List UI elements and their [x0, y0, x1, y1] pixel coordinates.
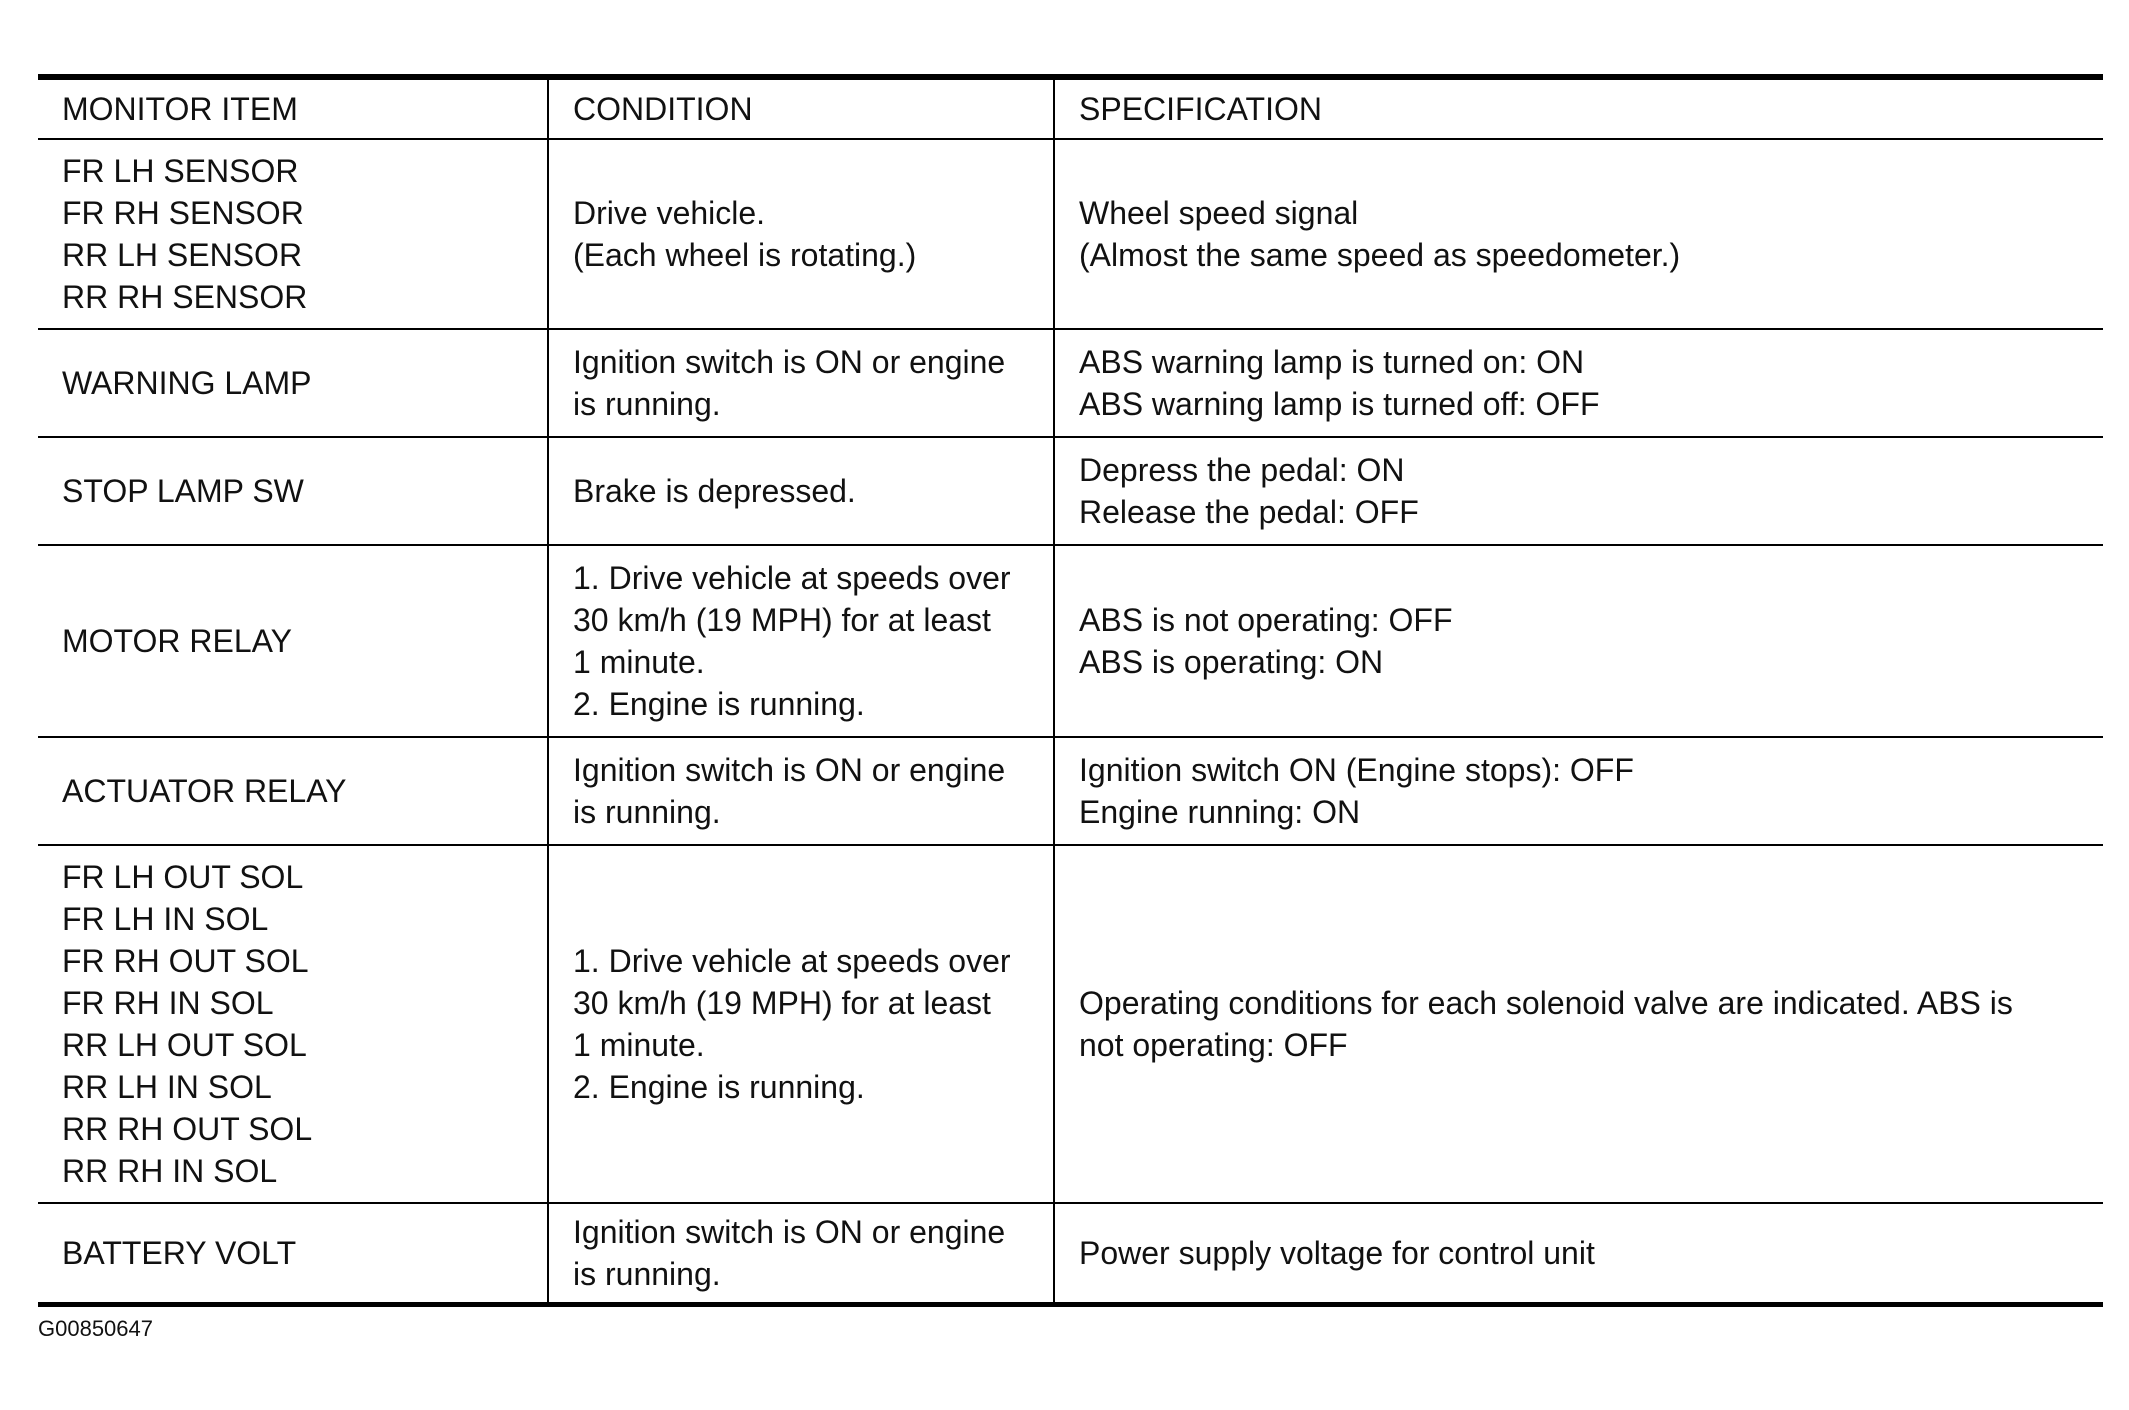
specification-cell: Wheel speed signal (Almost the same speed as speedometer.) — [1054, 139, 2103, 329]
header-monitor-item: MONITOR ITEM — [38, 77, 548, 139]
table-row — [38, 1203, 2103, 1305]
specification-cell: Operating conditions for each solenoid valve are indicated. ABS is not operating: OFF — [1054, 845, 2103, 1203]
monitor-item-cell: ACTUATOR RELAY — [38, 737, 548, 845]
monitor-table-wrapper — [38, 74, 2103, 1307]
header-condition: CONDITION — [548, 77, 1054, 139]
monitor-item-cell: MOTOR RELAY — [38, 545, 548, 737]
table-row — [38, 139, 2103, 329]
table-row — [38, 437, 2103, 545]
specification-cell: Power supply voltage for control unit — [1054, 1203, 2103, 1305]
condition-cell: Ignition switch is ON or engine is running. — [548, 1203, 1054, 1305]
monitor-item-cell: FR LH OUT SOL FR LH IN SOL FR RH OUT SOL FR RH IN SOL RR LH OUT SOL RR LH IN SOL RR RH OUT SOL RR RH IN SOL — [38, 845, 548, 1203]
condition-cell: Ignition switch is ON or engine is running. — [548, 329, 1054, 437]
condition-cell: Drive vehicle. (Each wheel is rotating.) — [548, 139, 1054, 329]
header-specification: SPECIFICATION — [1054, 77, 2103, 139]
condition-cell: 1. Drive vehicle at speeds over 30 km/h (19 MPH) for at least 1 minute. 2. Engine is running. — [548, 545, 1054, 737]
table-row — [38, 737, 2103, 845]
specification-cell: Ignition switch ON (Engine stops): OFF Engine running: ON — [1054, 737, 2103, 845]
table-row — [38, 329, 2103, 437]
specification-cell: Depress the pedal: ON Release the pedal: OFF — [1054, 437, 2103, 545]
table-header-row — [38, 77, 2103, 139]
condition-cell: Ignition switch is ON or engine is running. — [548, 737, 1054, 845]
specification-cell: ABS warning lamp is turned on: ON ABS warning lamp is turned off: OFF — [1054, 329, 2103, 437]
specification-cell: ABS is not operating: OFF ABS is operating: ON — [1054, 545, 2103, 737]
condition-cell: 1. Drive vehicle at speeds over 30 km/h (19 MPH) for at least 1 minute. 2. Engine is running. — [548, 845, 1054, 1203]
table-row — [38, 845, 2103, 1203]
monitor-item-cell: FR LH SENSOR FR RH SENSOR RR LH SENSOR RR RH SENSOR — [38, 139, 548, 329]
table-row — [38, 545, 2103, 737]
monitor-item-cell: STOP LAMP SW — [38, 437, 548, 545]
monitor-item-cell: BATTERY VOLT — [62, 1235, 297, 1271]
condition-cell: Brake is depressed. — [548, 437, 1054, 545]
monitor-table — [38, 74, 2103, 1307]
figure-id: G00850647 — [38, 1316, 153, 1341]
monitor-item-cell: WARNING LAMP — [38, 329, 548, 437]
